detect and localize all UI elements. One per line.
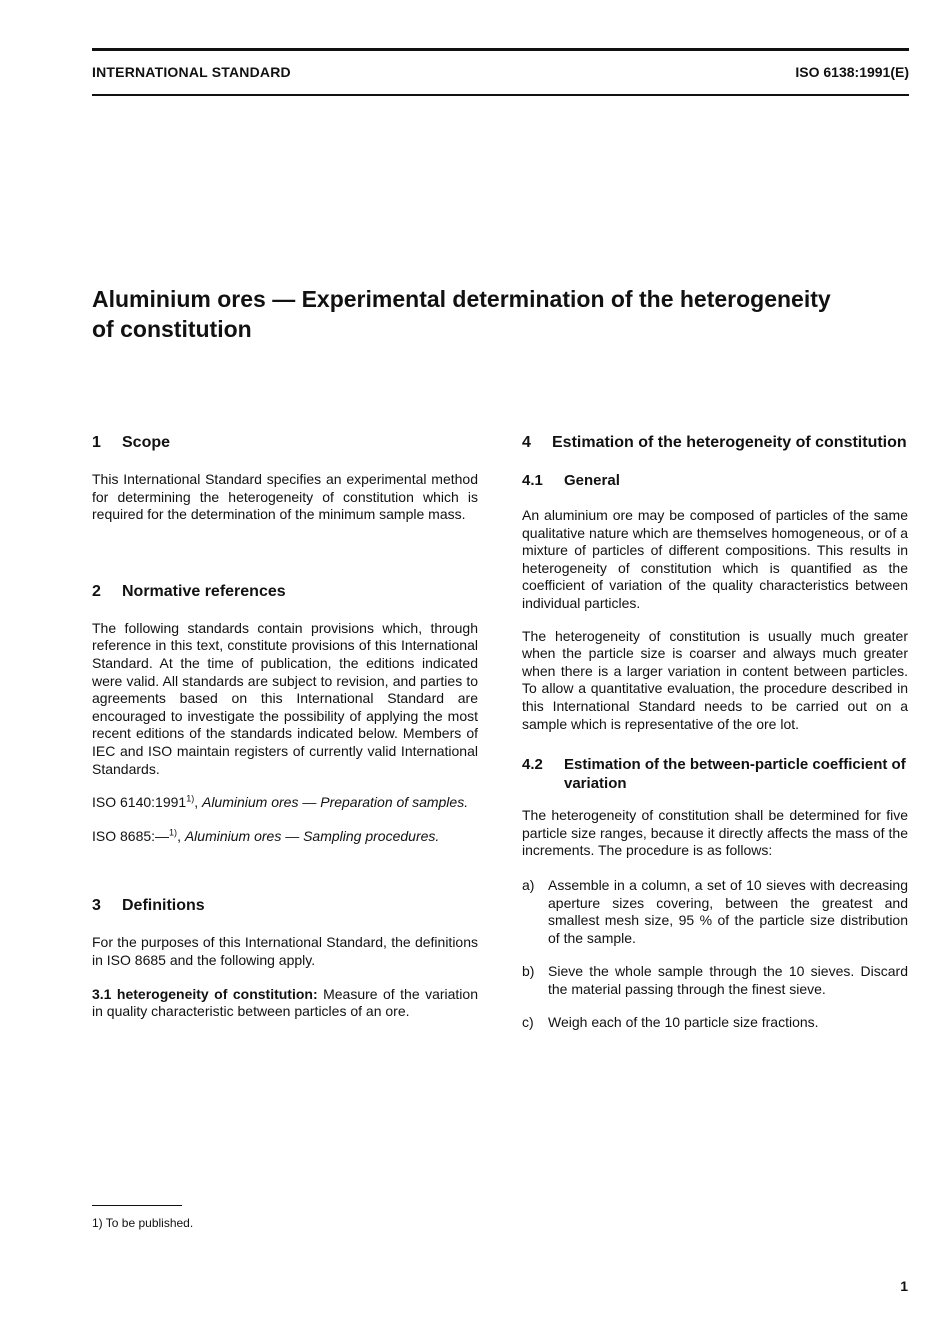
subsection-heading-general (522, 471, 908, 490)
section-title: Estimation of the heterogeneity of constitution (552, 434, 907, 451)
procedure-step-a (522, 877, 908, 947)
subsection-title: Estimation of the between-particle coefficient of variation (564, 756, 906, 793)
section-title: Normative references (122, 582, 286, 600)
step-text: Assemble in a column, a set of 10 sieves with decreasing aperture sizes covering, between the greatest and smallest mesh size, 95 % of the particle size distribution of the sample. (548, 876, 908, 946)
normative-references-paragraph: The following standards contain provisions which, through reference in this text, constitute provisions of this International Standard. At the time of publication, the editions indicated were valid. All standards are subject to revision, and parties to agreements based on this International Standard are encouraged to investigate the possibility of applying the most recent editions of the standards indicated below. Members of IEC and ISO maintain registers of currently valid International Standards. (92, 619, 478, 777)
general-paragraph-1: An aluminium ore may be composed of particles of the same qualitative nature which are themselves homogeneous, or of a mixture of particles of different compositions. This results in heterogeneity of constitution which is quantified as the coefficient of variation of the quality characteristics between individual particles. (522, 507, 908, 611)
section-heading-normative-references (92, 581, 478, 603)
document-title: Aluminium ores — Experimental determination of the heterogeneity of constitution (92, 286, 831, 342)
general-paragraph-2: The heterogeneity of constitution is usually much greater when the particle size is coarser and always much greater when there is a larger variation in content between particles. To allow a quantitative evaluation, the procedure described in this International Standard needs to be carried out on a sample which is representative of the ore lot. (522, 627, 908, 732)
scope-paragraph: This International Standard specifies an experimental method for determining the heterogeneity of constitution which is required for the determination of the minimum sample mass. (92, 471, 478, 523)
definition-heterogeneity (92, 986, 478, 1021)
section-number: 3 (92, 897, 101, 915)
reference-title: Aluminium ores — Preparation of samples. (201, 794, 469, 811)
subsection-number: 4.1 (522, 472, 543, 489)
header-top-rule (92, 48, 909, 51)
reference-iso-6140 (92, 794, 478, 812)
footnote-marker: 1) (186, 793, 195, 804)
section-number: 1 (92, 434, 101, 451)
procedure-step-b (522, 963, 908, 998)
reference-iso-8685 (92, 828, 478, 846)
footnote-marker: 1) (169, 827, 178, 838)
reference-title: Aluminium ores — Sampling procedures. (184, 827, 440, 844)
subsection-number: 4.2 (522, 756, 543, 774)
right-column (522, 432, 908, 1032)
footnote: 1) To be published. (92, 1216, 194, 1230)
page-number: 1 (900, 1278, 908, 1294)
between-particle-intro: The heterogeneity of constitution shall be determined for five particle size ranges, because it directly affects the mass of the increments. The procedure is as follows: (522, 807, 908, 859)
section-heading-estimation (522, 432, 908, 454)
section-title: Scope (122, 434, 171, 451)
definition-text: Measure of the variation in quality characteristic between particles of an ore. (92, 985, 478, 1020)
section-number: 2 (92, 582, 101, 600)
step-text: Weigh each of the 10 particle size fractions. (548, 1014, 819, 1031)
footnote-rule (92, 1205, 182, 1206)
reference-separator: , (194, 794, 202, 811)
procedure-step-c (522, 1014, 908, 1032)
step-marker: c) (522, 1014, 534, 1031)
left-column (92, 432, 478, 1021)
header-standard-label: INTERNATIONAL STANDARD (92, 64, 291, 80)
step-text: Sieve the whole sample through the 10 sieves. Discard the material passing through the finest sieve. (548, 963, 908, 997)
section-heading-scope (92, 432, 478, 454)
step-marker: b) (522, 963, 535, 980)
definitions-paragraph: For the purposes of this International Standard, the definitions in ISO 8685 and the following apply. (92, 934, 478, 968)
section-title: Definitions (122, 897, 205, 915)
reference-code: ISO 6140:1991 (92, 794, 187, 811)
section-number: 4 (522, 434, 531, 451)
section-heading-definitions (92, 895, 478, 917)
reference-separator: , (177, 827, 185, 844)
subsection-title: General (564, 472, 620, 489)
step-marker: a) (522, 876, 535, 893)
header-bottom-rule (92, 94, 909, 96)
reference-code: ISO 8685:— (92, 827, 170, 844)
header-standard-number: ISO 6138:1991(E) (795, 64, 909, 80)
definition-term: 3.1 heterogeneity of constitution: (92, 985, 318, 1002)
subsection-heading-between-particle (522, 755, 908, 793)
